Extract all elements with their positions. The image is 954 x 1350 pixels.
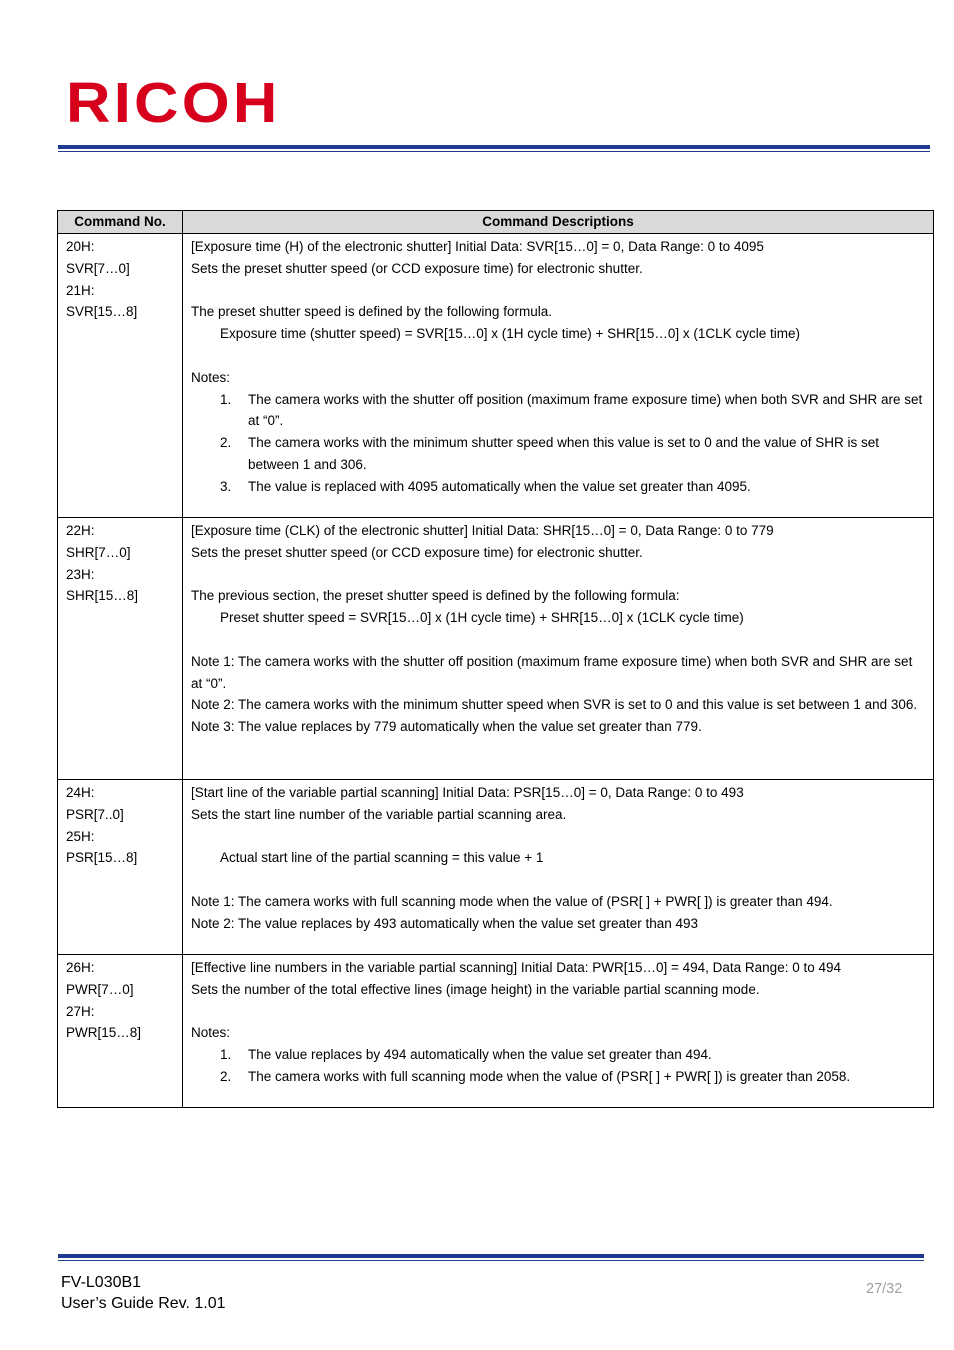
command-code: 26H: xyxy=(66,960,95,975)
description-cell xyxy=(183,518,934,780)
command-code: 27H: xyxy=(66,1003,95,1019)
formula: Actual start line of the partial scanning = this value + 1 xyxy=(220,850,544,866)
footer-model: FV-L030B1 xyxy=(61,1274,142,1291)
command-no-cell xyxy=(58,955,183,1108)
description-title: [Start line of the variable partial scanning] Initial Data: PSR[15…0] = 0, Data Range: 0 to 493 xyxy=(191,785,744,800)
command-code: 22H: xyxy=(66,523,95,538)
notes-list xyxy=(191,1044,925,1088)
command-register: SHR[15…8] xyxy=(66,588,139,604)
description-title: [Exposure time (H) of the electronic shutter] Initial Data: SVR[15…0] = 0, Data Range: 0 to 4095 xyxy=(191,239,764,254)
description-title: [Effective line numbers in the variable partial scanning] Initial Data: PWR[15…0] = 494, Data Range: 0 to 494 xyxy=(191,960,841,975)
command-no-cell xyxy=(58,780,183,955)
col-header-command-no: Command No. xyxy=(58,211,183,234)
note-text: Note 1: The camera works with the shutter off position (maximum frame exposure time) when both SVR and SHR are set at “0”. xyxy=(191,653,913,691)
col-header-descriptions: Command Descriptions xyxy=(183,211,934,234)
command-register: SVR[7…0] xyxy=(66,260,130,276)
command-code: 20H: xyxy=(66,239,95,254)
table-row xyxy=(58,955,934,1108)
command-code: 25H: xyxy=(66,828,95,844)
note-text: Note 2: The value replaces by 493 automatically when the value set greater than 493 xyxy=(191,915,699,931)
table-row xyxy=(58,234,934,518)
command-table xyxy=(57,210,934,1108)
header-rule xyxy=(58,145,930,152)
command-register: PWR[15…8] xyxy=(66,1025,142,1041)
footer-rule xyxy=(58,1254,924,1261)
note-text: The camera works with the minimum shutter speed when this value is set to 0 and the value of SHR is set between 1 and 306. xyxy=(248,435,880,472)
formula-intro: The preset shutter speed is defined by the following formula. xyxy=(191,304,552,320)
list-item xyxy=(191,1044,925,1066)
notes-label: Notes: xyxy=(191,1025,231,1041)
command-register: SHR[7…0] xyxy=(66,544,131,560)
command-code: 24H: xyxy=(66,785,95,800)
description-text: Sets the number of the total effective lines (image height) in the variable partial scanning mode. xyxy=(191,981,760,997)
table-row xyxy=(58,518,934,780)
note-text: Note 3: The value replaces by 779 automatically when the value set greater than 779. xyxy=(191,719,702,735)
description-title: [Exposure time (CLK) of the electronic shutter] Initial Data: SHR[15…0] = 0, Data Range: 0 to 779 xyxy=(191,523,774,538)
footer-document-info xyxy=(61,1272,226,1314)
command-register: SVR[15…8] xyxy=(66,304,138,320)
note-text: The camera works with the shutter off position (maximum frame exposure time) when both SVR and SHR are set at “0”. xyxy=(248,391,923,429)
list-item xyxy=(191,432,925,476)
footer-guide-revision: User’s Guide Rev. 1.01 xyxy=(61,1295,226,1312)
description-text: Sets the start line number of the variable partial scanning area. xyxy=(191,806,567,822)
ricoh-logo: RICOH xyxy=(66,71,281,135)
formula: Preset shutter speed = SVR[15…0] x (1H cycle time) + SHR[15…0] x (1CLK cycle time) xyxy=(220,610,744,626)
note-number: 2. xyxy=(220,1068,232,1084)
command-code: 21H: xyxy=(66,282,95,298)
list-item xyxy=(191,1066,925,1088)
command-no-cell xyxy=(58,234,183,518)
command-no-cell xyxy=(58,518,183,780)
list-item xyxy=(191,476,925,498)
note-text: The value is replaced with 4095 automatically when the value set greater than 4095. xyxy=(248,478,751,494)
note-number: 2. xyxy=(220,435,232,451)
description-cell xyxy=(183,234,934,518)
note-number: 1. xyxy=(220,391,232,407)
table-row xyxy=(58,780,934,955)
note-text: The camera works with full scanning mode when the value of (PSR[ ] + PWR[ ]) is greater than 2058. xyxy=(248,1068,851,1084)
description-cell xyxy=(183,955,934,1108)
table-header-row xyxy=(58,211,934,234)
list-item xyxy=(191,389,925,433)
note-number: 3. xyxy=(220,478,232,494)
note-text: Note 1: The camera works with full scanning mode when the value of (PSR[ ] + PWR[ ]) is greater than 494. xyxy=(191,893,833,909)
note-text: The value replaces by 494 automatically when the value set greater than 494. xyxy=(248,1047,712,1063)
description-text: Sets the preset shutter speed (or CCD exposure time) for electronic shutter. xyxy=(191,544,643,560)
note-text: Note 2: The camera works with the minimum shutter speed when SVR is set to 0 and this value is set between 1 and 306. xyxy=(191,697,918,713)
page-number: 27/32 xyxy=(866,1281,903,1297)
notes-label: Notes: xyxy=(191,369,231,385)
command-register: PWR[7…0] xyxy=(66,981,134,997)
note-number: 1. xyxy=(220,1047,232,1063)
command-register: PSR[7..0] xyxy=(66,806,124,822)
description-text: Sets the preset shutter speed (or CCD exposure time) for electronic shutter. xyxy=(191,260,643,276)
description-cell xyxy=(183,780,934,955)
formula: Exposure time (shutter speed) = SVR[15…0] x (1H cycle time) + SHR[15…0] x (1CLK cycle time) xyxy=(220,326,800,342)
formula-intro: The previous section, the preset shutter speed is defined by the following formula: xyxy=(191,588,680,604)
command-register: PSR[15…8] xyxy=(66,850,138,866)
command-code: 23H: xyxy=(66,566,95,582)
notes-list xyxy=(191,389,925,498)
